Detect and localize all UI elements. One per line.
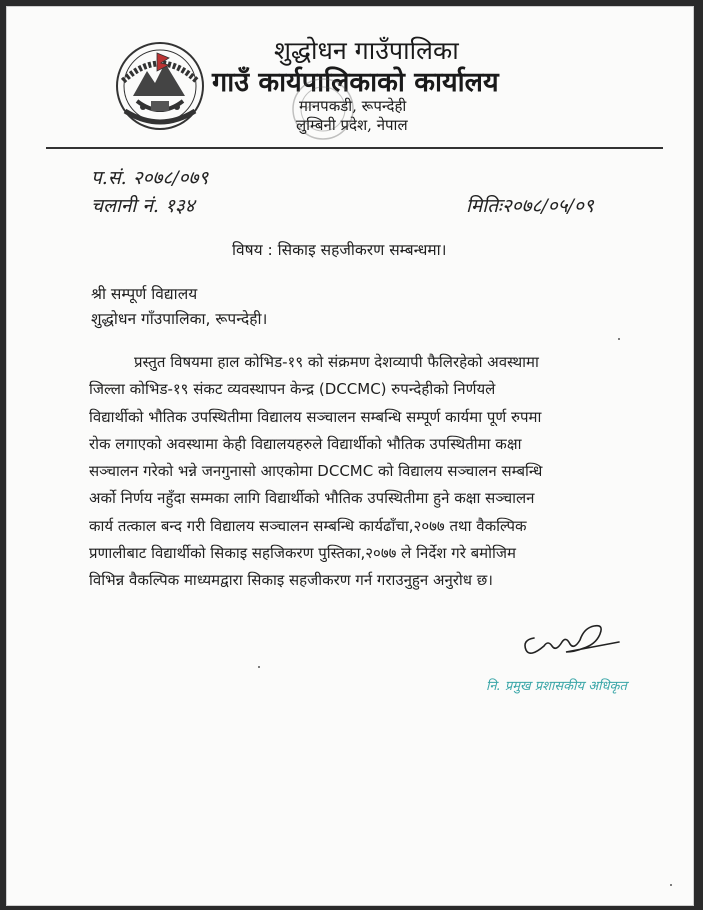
office-name: गाउँ कार्यपालिकाको कार्यालय — [212, 67, 499, 98]
recipient-line-1: श्री सम्पूर्ण विद्यालय — [91, 285, 198, 303]
municipality-name: शुद्धोधन गाउँपालिका — [274, 36, 459, 65]
dispatch-number: चलानी नं. १३४ — [91, 195, 195, 217]
body-line: विद्यार्थीको भौतिक उपस्थितीमा विद्यालय सञ्चालन सम्बन्धि सम्पूर्ण कार्यमा पूर्ण रुपमा — [89, 407, 542, 426]
nepal-emblem-icon — [113, 41, 207, 131]
recipient-line-2: शुद्धोधन गाँउपालिका, रूपन्देही। — [91, 310, 268, 328]
fiscal-year: प.सं. २०७८/०७९ — [91, 167, 209, 189]
body-line: अर्को निर्णय नहुँदा सम्मका लागि विद्यार्थीको भौतिक उपस्थितीमा हुने कक्षा सञ्चालन — [89, 489, 535, 508]
office-province: लुम्बिनी प्रदेश, नेपाल — [296, 116, 408, 134]
body-line: जिल्ला कोभिड-१९ संकट व्यवस्थापन केन्द्र (DCCMC) रुपन्देहीको निर्णयले — [89, 380, 496, 399]
body-line: कार्य तत्काल बन्द गरी विद्यालय सञ्चालन सम्बन्धि कार्यढाँचा,२०७७ तथा वैकल्पिक — [89, 516, 527, 535]
paper-speck — [670, 884, 672, 886]
body-line: प्रणालीबाट विद्यार्थीको सिकाइ सहजिकरण पुस्तिका,२०७७ ले निर्देश गरे बमोजिम — [89, 544, 517, 563]
letterhead-divider — [46, 147, 663, 149]
letter-date: मितिः२०७८/०५/०९ — [466, 195, 594, 217]
handwritten-signature — [514, 618, 624, 660]
office-stamp — [288, 74, 358, 144]
body-line: विभिन्न वैकल्पिक माध्यमद्वारा सिकाइ सहजीकरण गर्न गराउनुहुन अनुरोध छ। — [89, 571, 493, 590]
letter-body — [89, 349, 617, 595]
body-line: प्रस्तुत विषयमा हाल कोभिड-१९ को संक्रमण देशव्यापी फैलिरहेको अवस्थामा — [134, 353, 539, 371]
body-line: सञ्चालन गरेको भन्ने जनगुनासो आएकोमा DCCMC को विद्यालय सञ्चालन सम्बन्धि — [89, 462, 543, 481]
body-line: रोक लगाएको अवस्थामा केही विद्यालयहरुले विद्यार्थीको भौतिक उपस्थितीमा कक्षा — [89, 434, 522, 453]
office-location: मानपकडी, रूपन्देही — [299, 97, 407, 115]
paper-speck — [618, 338, 620, 340]
signatory-designation: नि. प्रमुख प्रशासकीय अधिकृत — [486, 679, 627, 694]
paper-speck — [258, 666, 260, 668]
letter-page — [6, 6, 694, 906]
letter-subject: विषय : सिकाइ सहजीकरण सम्बन्धमा। — [232, 241, 447, 259]
